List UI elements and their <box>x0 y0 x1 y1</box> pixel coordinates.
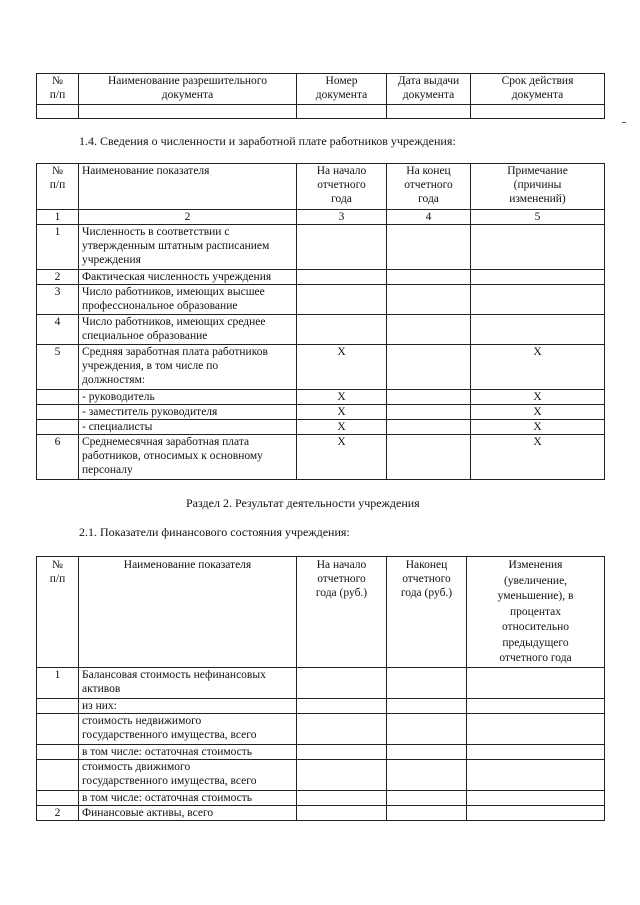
row-number <box>37 698 79 713</box>
note <box>471 225 605 270</box>
indicator-name: стоимость движимого государственного имущества, всего <box>79 759 297 790</box>
column-header: На начало отчетного года (руб.) <box>297 557 387 668</box>
value-start: X <box>297 390 387 405</box>
table-row <box>37 390 605 405</box>
indicator-name: Число работников, имеющих высшее профессиональное образование <box>79 285 297 315</box>
staffing-table <box>36 163 605 480</box>
table-cell <box>387 698 467 713</box>
table-cell <box>467 805 605 820</box>
table-cell <box>387 744 467 759</box>
column-header: № п/п <box>37 557 79 668</box>
column-number: 2 <box>79 210 297 225</box>
table-cell <box>467 790 605 805</box>
table-row <box>37 285 605 315</box>
table-cell <box>297 105 387 119</box>
table-header-row <box>37 74 605 105</box>
row-number: 3 <box>37 285 79 315</box>
section-heading-2: Раздел 2. Результат деятельности учреждения <box>186 496 420 510</box>
table-row <box>37 105 605 119</box>
financial-table <box>36 556 605 821</box>
table-header-row <box>37 164 605 210</box>
table-row <box>37 667 605 698</box>
column-number: 5 <box>471 210 605 225</box>
table-cell <box>387 790 467 805</box>
table-cell <box>297 667 387 698</box>
value-end <box>387 435 471 480</box>
row-number <box>37 744 79 759</box>
note: X <box>471 345 605 390</box>
table-cell <box>387 713 467 744</box>
table-row <box>37 713 605 744</box>
indicator-name: из них: <box>79 698 297 713</box>
table-row <box>37 759 605 790</box>
table-cell <box>297 790 387 805</box>
indicator-name: стоимость недвижимого государственного имущества, всего <box>79 713 297 744</box>
scan-mark <box>622 122 626 123</box>
table-cell <box>467 698 605 713</box>
table-row <box>37 420 605 435</box>
indicator-name: Среднемесячная заработная плата работников, относимых к основному персоналу <box>79 435 297 480</box>
indicator-name: - заместитель руководителя <box>79 405 297 420</box>
table-row <box>37 345 605 390</box>
row-number <box>37 759 79 790</box>
column-header: Изменения (увеличение, уменьшение), в процентах относительно предыдущего отчетного года <box>467 557 605 668</box>
table-row <box>37 405 605 420</box>
column-number: 1 <box>37 210 79 225</box>
indicator-name: Балансовая стоимость нефинансовых активов <box>79 667 297 698</box>
row-number <box>37 390 79 405</box>
column-header: Наименование показателя <box>79 164 297 210</box>
table-cell <box>467 713 605 744</box>
table-cell <box>387 759 467 790</box>
table-cell <box>467 667 605 698</box>
value-start: X <box>297 435 387 480</box>
indicator-name: Финансовые активы, всего <box>79 805 297 820</box>
row-number: 2 <box>37 805 79 820</box>
value-start <box>297 225 387 270</box>
note: X <box>471 420 605 435</box>
column-header: На конец отчетного года <box>387 164 471 210</box>
row-number <box>37 420 79 435</box>
value-start: X <box>297 405 387 420</box>
row-number: 6 <box>37 435 79 480</box>
table-cell <box>467 744 605 759</box>
table-cell <box>297 759 387 790</box>
value-start <box>297 285 387 315</box>
column-header: Наименование показателя <box>79 557 297 668</box>
column-header: Дата выдачи документа <box>387 74 471 105</box>
column-number: 4 <box>387 210 471 225</box>
note: X <box>471 435 605 480</box>
table-header-row <box>37 557 605 668</box>
row-number: 1 <box>37 667 79 698</box>
table-cell <box>79 105 297 119</box>
column-header: Наименование разрешительного документа <box>79 74 297 105</box>
indicator-name: Средняя заработная плата работников учреждения, в том числе по должностям: <box>79 345 297 390</box>
column-header: № п/п <box>37 164 79 210</box>
table-row <box>37 435 605 480</box>
column-header: Номер документа <box>297 74 387 105</box>
row-number: 1 <box>37 225 79 270</box>
indicator-name: Фактическая численность учреждения <box>79 270 297 285</box>
table-row <box>37 698 605 713</box>
table-row <box>37 805 605 820</box>
table-cell <box>297 744 387 759</box>
note: X <box>471 405 605 420</box>
value-start: X <box>297 345 387 390</box>
table-cell <box>387 667 467 698</box>
indicator-name: Число работников, имеющих среднее специальное образование <box>79 315 297 345</box>
table-cell <box>471 105 605 119</box>
table-cell <box>467 759 605 790</box>
indicator-name: в том числе: остаточная стоимость <box>79 744 297 759</box>
table-cell <box>297 805 387 820</box>
value-end <box>387 225 471 270</box>
table-row <box>37 790 605 805</box>
column-number-row <box>37 210 605 225</box>
row-number: 5 <box>37 345 79 390</box>
table-cell <box>37 105 79 119</box>
row-number <box>37 790 79 805</box>
table-row <box>37 270 605 285</box>
indicator-name: Численность в соответствии с утвержденным штатным расписанием учреждения <box>79 225 297 270</box>
row-number: 2 <box>37 270 79 285</box>
note: X <box>471 390 605 405</box>
column-header: № п/п <box>37 74 79 105</box>
row-number: 4 <box>37 315 79 345</box>
value-end <box>387 390 471 405</box>
value-end <box>387 285 471 315</box>
row-number <box>37 713 79 744</box>
row-number <box>37 405 79 420</box>
note <box>471 270 605 285</box>
value-start: X <box>297 420 387 435</box>
column-header: Срок действия документа <box>471 74 605 105</box>
section-heading-2-1: 2.1. Показатели финансового состояния учреждения: <box>79 525 350 539</box>
indicator-name: - специалисты <box>79 420 297 435</box>
table-cell <box>297 698 387 713</box>
table-cell <box>387 105 471 119</box>
column-header: Наконец отчетного года (руб.) <box>387 557 467 668</box>
column-header: На начало отчетного года <box>297 164 387 210</box>
note <box>471 285 605 315</box>
note <box>471 315 605 345</box>
table-cell <box>387 805 467 820</box>
indicator-name: - руководитель <box>79 390 297 405</box>
permits-table <box>36 73 605 119</box>
table-cell <box>297 713 387 744</box>
value-end <box>387 270 471 285</box>
table-row <box>37 225 605 270</box>
column-header: Примечание (причины изменений) <box>471 164 605 210</box>
indicator-name: в том числе: остаточная стоимость <box>79 790 297 805</box>
value-end <box>387 420 471 435</box>
table-row <box>37 315 605 345</box>
value-start <box>297 315 387 345</box>
value-end <box>387 345 471 390</box>
table-row <box>37 744 605 759</box>
column-number: 3 <box>297 210 387 225</box>
value-end <box>387 315 471 345</box>
value-start <box>297 270 387 285</box>
value-end <box>387 405 471 420</box>
section-heading-1-4: 1.4. Сведения о численности и заработной плате работников учреждения: <box>79 134 456 148</box>
